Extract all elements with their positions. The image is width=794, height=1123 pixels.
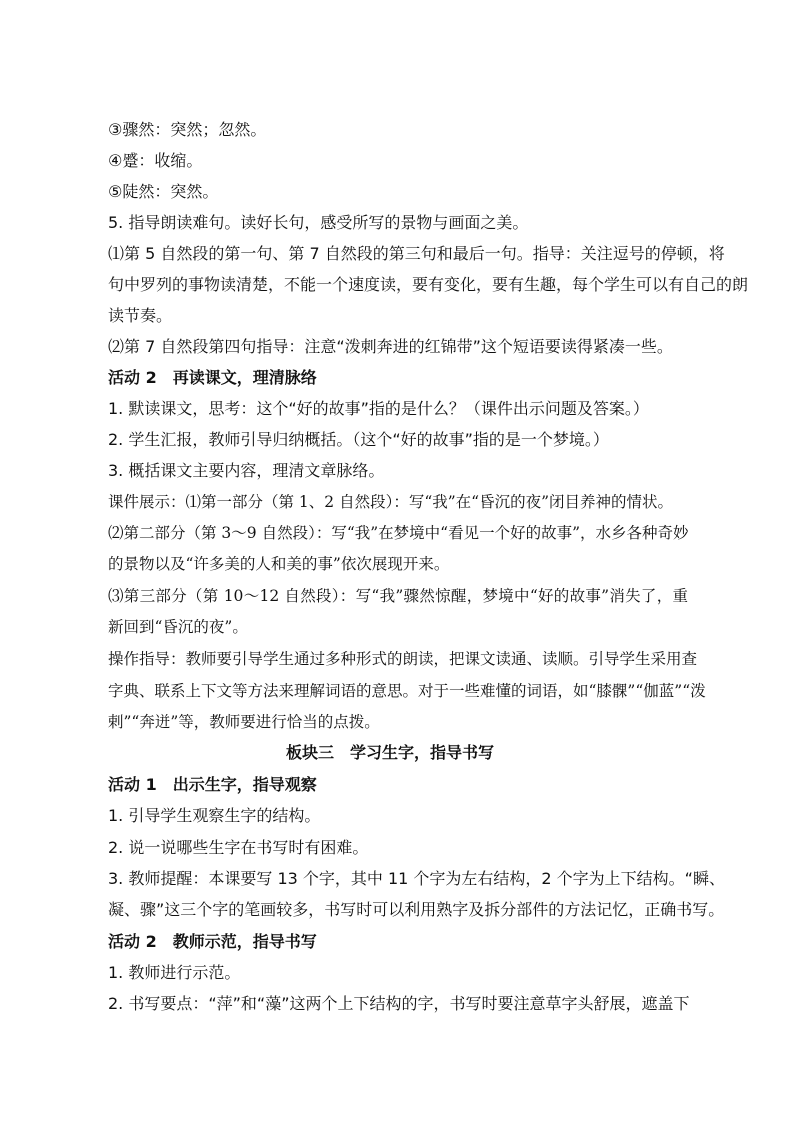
text-line: 凝、骤”这三个字的笔画较多，书写时可以利用熟字及拆分部件的方法记忆，正确书写。 [108, 900, 725, 919]
text-line: 的景物以及“许多美的人和美的事”依次展现开来。 [108, 555, 450, 573]
text-line: 读节奏。 [108, 306, 173, 325]
text-line: 3. 教师提醒：本课要写 13 个字，其中 11 个字为左右结构，2 个字为上下结构。“瞬、 [108, 869, 725, 888]
text-line: 新回到“昏沉的夜”。 [108, 618, 248, 636]
text-line: ⑵第 7 自然段第四句指导：注意“泼刺奔进的红锦带”这个短语要读得紧凑一些。 [108, 337, 673, 356]
text-line: 1. 默读课文，思考：这个“好的故事”指的是什么？（课件出示问题及答案。） [108, 399, 649, 418]
section-heading: 活动 2 再读课文，理清脉络 [108, 368, 317, 387]
text-line: 3. 概括课文主要内容，理清文章脉络。 [108, 461, 385, 480]
text-line: 字典、联系上下文等方法来理解词语的意思。对于一些难懂的词语，如“膝髁”“伽蓝”“泼 [108, 682, 706, 700]
text-line: ④蹙：收缩。 [108, 151, 203, 170]
text-line: 句中罗列的事物读清楚，不能一个速度读，要有变化，要有生趣，每个学生可以有自己的朗 [108, 275, 749, 294]
text-line: 课件展示：⑴第一部分（第 1、2 自然段）：写“我”在“昏沉的夜”闭目养神的情状。 [108, 493, 674, 511]
text-line: 1. 引导学生观察生字的结构。 [108, 806, 321, 825]
text-line: ⑴第 5 自然段的第一句、第 7 自然段的第三句和最后一句。指导：关注逗号的停顿，将 [108, 244, 725, 263]
text-line: ⑶第三部分（第 10～12 自然段）：写“我”骤然惊醒，梦境中“好的故事”消失了，重 [108, 587, 688, 605]
text-line: 1. 教师进行示范。 [108, 963, 241, 982]
section-heading: 活动 2 教师示范，指导书写 [108, 932, 317, 951]
text-line: 操作指导：教师要引导学生通过多种形式的朗读，把课文读通、读顺。引导学生采用查 [108, 650, 698, 668]
text-line: 2. 说一说哪些生字在书写时有困难。 [108, 838, 369, 857]
text-line: ③骤然：突然；忽然。 [108, 120, 267, 139]
text-line: 剌”“奔迸”等，教师要进行恰当的点拨。 [108, 713, 380, 731]
section-heading: 活动 1 出示生字，指导观察 [108, 775, 317, 794]
text-line: ⑤陡然：突然。 [108, 182, 219, 201]
text-line: ⑵第二部分（第 3～9 自然段）：写“我”在梦境中“看见一个好的故事”，水乡各种奇妙 [108, 524, 689, 542]
text-line: 5. 指导朗读难句。读好长句，感受所写的景物与画面之美。 [108, 213, 529, 232]
block-heading: 板块三 学习生字，指导书写 [286, 743, 495, 762]
text-line: 2. 学生汇报，教师引导归纳概括。（这个“好的故事”指的是一个梦境。） [108, 430, 609, 449]
text-line: 2. 书写要点：“萍”和“藻”这两个上下结构的字，书写时要注意草字头舒展，遮盖下 [108, 994, 690, 1013]
